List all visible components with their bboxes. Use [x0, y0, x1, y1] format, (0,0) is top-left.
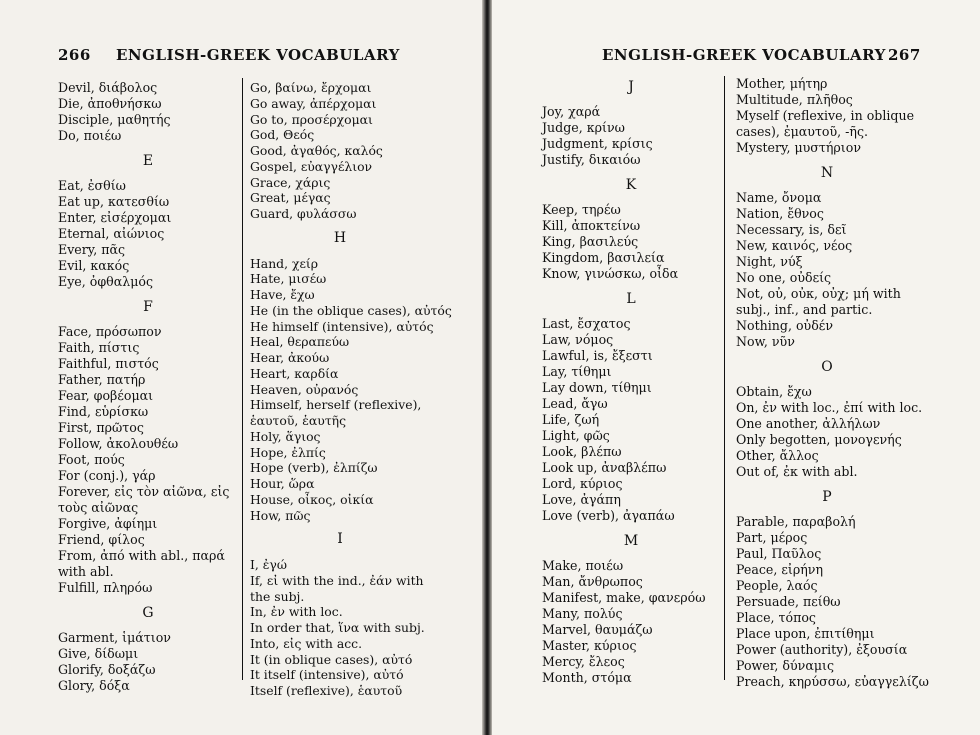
vocab-entry: It itself (intensive), αὐτό	[250, 667, 404, 683]
vocab-entry: Holy, ἅγιος	[250, 428, 321, 444]
vocab-entry: Myself (reflexive, in oblique cases), ἐμαυτοῦ, -ῆς.	[736, 108, 915, 139]
section-letter: I	[337, 531, 343, 548]
vocab-entry: Light, φῶς	[542, 428, 610, 443]
vocab-entry: Glorify, δοξάζω	[58, 662, 156, 677]
vocab-entry: House, οἶκος, οἰκία	[250, 491, 374, 507]
vocab-entry: Lawful, is, ἔξεστι	[542, 348, 653, 363]
right-page	[492, 0, 980, 735]
vocab-entry: Himself, herself (reflexive), ἑαυτοῦ, ἑαυτῆς	[250, 397, 422, 428]
vocab-entry: Heaven, οὐρανός	[250, 381, 359, 397]
vocab-entry: Father, πατήρ	[58, 372, 146, 387]
vocab-entry: In order that, ἵνα with subj.	[250, 620, 425, 635]
vocab-entry: Look, βλέπω	[542, 444, 622, 459]
vocab-entry: Mother, μήτηρ	[736, 76, 828, 91]
vocab-entry: Not, οὐ, οὐκ, οὐχ; μή with subj., inf., and partic.	[736, 286, 901, 317]
vocab-entry: Power (authority), ἐξουσία	[736, 642, 908, 657]
book-gutter	[482, 0, 492, 735]
vocab-column-left-1	[58, 80, 238, 694]
vocab-entry: Follow, ἀκολουθέω	[58, 436, 179, 451]
vocab-entry: Lay down, τίθημι	[542, 380, 652, 395]
vocab-entry: Only begotten, μονογενής	[736, 432, 902, 447]
vocab-entry: It (in oblique cases), αὐτό	[250, 651, 413, 667]
page-number-right: 267	[888, 46, 921, 64]
vocab-entry: Place upon, ἐπιτίθημι	[736, 626, 875, 641]
vocab-entry: Eat up, κατεσθίω	[58, 194, 170, 209]
section-letter: L	[626, 291, 636, 307]
vocab-entry: Good, ἀγαθός, καλός	[250, 143, 383, 158]
vocab-entry: Peace, εἰρήνη	[736, 562, 823, 577]
vocab-entry: Persuade, πείθω	[736, 594, 841, 609]
vocab-entry: Night, νύξ	[736, 254, 803, 269]
vocab-entry: Kill, ἀποκτείνω	[542, 218, 641, 233]
vocab-entry: Find, εὑρίσκω	[58, 404, 149, 419]
vocab-entry: Necessary, is, δεῖ	[736, 222, 847, 237]
vocab-entry: Mystery, μυστήριον	[736, 140, 861, 155]
vocab-entry: Heal, θεραπεύω	[250, 334, 350, 350]
vocab-entry: First, πρῶτος	[58, 420, 144, 435]
vocab-entry: Gospel, εὐαγγέλιον	[250, 158, 373, 174]
vocab-entry: Give, δίδωμι	[58, 646, 139, 661]
vocab-column-right-1	[542, 70, 720, 686]
vocab-entry: Now, νῦν	[736, 334, 795, 349]
vocab-column-right-2	[736, 76, 929, 690]
left-page	[0, 0, 482, 735]
section-letter: J	[628, 79, 634, 95]
vocab-entry: Law, νόμος	[542, 332, 614, 347]
vocab-entry: God, Θεός	[250, 127, 315, 143]
vocab-entry: Eternal, αἰώνιος	[58, 226, 165, 241]
section-letter: E	[142, 153, 154, 169]
vocab-entry: Face, πρόσωπον	[58, 324, 162, 339]
section-letter: G	[142, 605, 154, 621]
vocab-entry: Manifest, make, φανερόω	[542, 590, 706, 605]
vocab-entry: No one, οὐδείς	[736, 270, 832, 285]
vocab-entry: From, ἀπό with abl., παρά with abl.	[58, 548, 225, 579]
vocab-column-left-2	[250, 80, 452, 699]
vocab-entry: Mercy, ἔλεος	[542, 654, 625, 669]
vocab-entry: Out of, ἐκ with abl.	[736, 464, 858, 479]
vocab-entry: Glory, δόξα	[58, 678, 130, 693]
vocab-entry: Die, ἀποθνήσκω	[58, 96, 162, 111]
vocab-entry: Eat, ἐσθίω	[58, 178, 126, 193]
vocab-entry: Part, μέρος	[736, 530, 808, 545]
vocab-entry: Judge, κρίνω	[542, 120, 625, 135]
section-letter: F	[143, 299, 153, 315]
vocab-entry: Itself (reflexive), ἑαυτοῦ	[250, 683, 403, 698]
vocab-entry: For (conj.), γάρ	[58, 468, 156, 483]
vocab-entry: Eye, ὀφθαλμός	[58, 274, 154, 289]
vocab-entry: Month, στόμα	[542, 670, 632, 685]
page-number-left: 266	[58, 46, 91, 64]
vocab-entry: Master, κύριος	[542, 638, 637, 653]
vocab-entry: Heart, καρδία	[250, 365, 339, 381]
vocab-entry: Fulfill, πληρόω	[58, 580, 153, 595]
section-letter: K	[625, 177, 637, 193]
vocab-entry: Justify, δικαιόω	[542, 152, 641, 167]
column-rule-right	[724, 76, 725, 680]
vocab-entry: Paul, Παῦλος	[736, 546, 822, 561]
vocab-entry: Hate, μισέω	[250, 271, 327, 287]
vocab-entry: If, εἰ with the ind., ἐάν with the subj.	[250, 572, 424, 604]
section-letter: P	[822, 489, 832, 505]
vocab-entry: Love (verb), ἀγαπάω	[542, 508, 675, 523]
vocab-entry: Lay, τίθημι	[542, 364, 612, 379]
vocab-entry: Judgment, κρίσις	[542, 136, 653, 151]
vocab-entry: Hope (verb), ἐλπίζω	[250, 460, 378, 476]
vocab-entry: Nothing, οὐδέν	[736, 318, 833, 333]
vocab-entry: Nation, ἔθνος	[736, 206, 824, 221]
vocab-entry: Into, εἰς with acc.	[250, 635, 363, 651]
column-rule-left	[242, 78, 243, 680]
vocab-entry: Love, ἀγάπη	[542, 492, 621, 507]
vocab-entry: Know, γινώσκω, οἶδα	[542, 266, 679, 281]
vocab-entry: Kingdom, βασιλεία	[542, 250, 665, 265]
vocab-entry: Power, δύναμις	[736, 658, 834, 673]
section-letter: O	[821, 359, 833, 375]
vocab-entry: Keep, τηρέω	[542, 202, 621, 217]
vocab-entry: Parable, παραβολή	[736, 514, 856, 529]
vocab-entry: Forever, εἰς τὸν αἰῶνα, εἰς τοὺς αἰῶνας	[58, 484, 230, 515]
vocab-entry: Go away, ἀπέρχομαι	[250, 95, 377, 111]
vocab-entry: Faith, πίστις	[58, 340, 140, 355]
vocab-entry: Place, τόπος	[736, 610, 816, 625]
vocab-entry: Have, ἔχω	[250, 287, 315, 302]
vocab-entry: Other, ἄλλος	[736, 448, 819, 463]
vocab-entry: Every, πᾶς	[58, 242, 126, 257]
vocab-entry: He (in the oblique cases), αὐτός	[250, 302, 452, 318]
vocab-entry: Go, βαίνω, ἔρχομαι	[250, 80, 372, 95]
section-letter: N	[820, 165, 834, 181]
vocab-entry: Devil, διάβολος	[58, 80, 158, 95]
section-letter: M	[623, 533, 639, 549]
vocab-entry: Faithful, πιστός	[58, 356, 159, 371]
vocab-entry: Disciple, μαθητής	[58, 112, 171, 127]
running-title-left: ENGLISH-GREEK VOCABULARY	[116, 46, 400, 64]
vocab-entry: Foot, πούς	[58, 452, 125, 467]
vocab-entry: Do, ποιέω	[58, 128, 122, 143]
vocab-entry: On, ἐν with loc., ἐπί with loc.	[736, 400, 923, 415]
vocab-entry: Friend, φίλος	[58, 532, 145, 547]
vocab-entry: Great, μέγας	[250, 190, 331, 206]
vocab-entry: Grace, χάρις	[250, 174, 331, 190]
vocab-entry: Hand, χείρ	[250, 255, 319, 271]
vocab-entry: Marvel, θαυμάζω	[542, 622, 653, 637]
vocab-entry: Hour, ὥρα	[250, 476, 315, 491]
vocab-entry: I, ἐγώ	[250, 557, 287, 572]
vocab-entry: He himself (intensive), αὐτός	[250, 318, 434, 334]
vocab-entry: Obtain, ἔχω	[736, 384, 812, 399]
vocab-entry: Lord, κύριος	[542, 476, 623, 491]
vocab-entry: Go to, προσέρχομαι	[250, 111, 373, 127]
vocab-entry: King, βασιλεύς	[542, 234, 639, 249]
section-letter: H	[333, 229, 347, 246]
vocab-entry: Lead, ἄγω	[542, 396, 608, 411]
vocab-entry: People, λαός	[736, 578, 818, 593]
vocab-entry: Fear, φοβέομαι	[58, 388, 154, 403]
vocab-entry: Look up, ἀναβλέπω	[542, 460, 667, 475]
vocab-entry: Joy, χαρά	[542, 104, 601, 119]
running-title-right: ENGLISH-GREEK VOCABULARY	[602, 46, 886, 64]
vocab-entry: Forgive, ἀφίημι	[58, 516, 158, 531]
vocab-entry: Guard, φυλάσσω	[250, 206, 357, 221]
vocab-entry: In, ἐν with loc.	[250, 604, 343, 620]
vocab-entry: Evil, κακός	[58, 258, 130, 273]
vocab-entry: New, καινός, νέος	[736, 238, 853, 253]
vocab-entry: Hope, ἐλπίς	[250, 444, 326, 460]
vocab-entry: Last, ἔσχατος	[542, 316, 631, 331]
vocab-entry: Man, ἄνθρωπος	[542, 574, 643, 589]
vocab-entry: Enter, εἰσέρχομαι	[58, 210, 172, 225]
vocab-entry: One another, ἀλλήλων	[736, 416, 881, 431]
vocab-entry: How, πῶς	[250, 507, 311, 523]
vocab-entry: Make, ποιέω	[542, 558, 624, 573]
vocab-entry: Many, πολύς	[542, 606, 623, 621]
vocab-entry: Hear, ἀκούω	[250, 350, 330, 365]
vocab-entry: Life, ζωή	[542, 412, 600, 427]
vocab-entry: Preach, κηρύσσω, εὐαγγελίζω	[736, 674, 929, 689]
vocab-entry: Garment, ἱμάτιον	[58, 630, 171, 645]
vocab-entry: Multitude, πλῆθος	[736, 92, 853, 107]
vocab-entry: Name, ὄνομα	[736, 190, 822, 205]
